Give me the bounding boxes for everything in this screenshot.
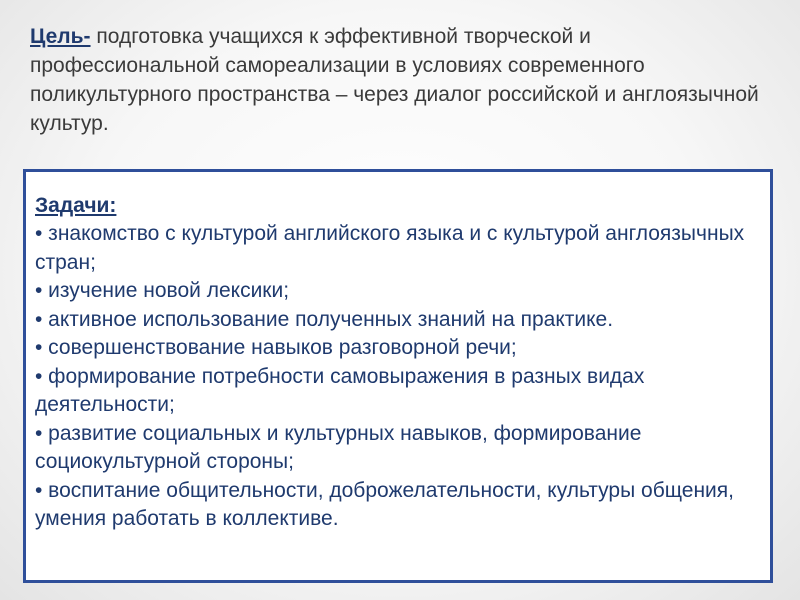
task-item: • совершенствование навыков разговорной речи;	[35, 336, 517, 359]
task-item: • воспитание общительности, доброжелательности, культуры общения, умения работать в коллективе.	[35, 478, 734, 530]
tasks-list	[35, 220, 760, 534]
goal-label: Цель-	[30, 25, 91, 48]
tasks-label: Задачи:	[35, 194, 117, 217]
task-item: • знакомство с культурой английского языка и с культурой англоязычных стран;	[35, 222, 745, 274]
task-item: • развитие социальных и культурных навыков, формирование социокультурной стороны;	[35, 421, 642, 473]
task-item: • формирование потребности самовыражения в разных видах деятельности;	[35, 364, 645, 416]
goal-text: подготовка учащихся к эффективной творческой и профессиональной самореализации в условиях современного поликультурного пространства – через диалог российской и англоязычной культур.	[30, 25, 759, 135]
task-item: • активное использование полученных знаний на практике.	[35, 307, 614, 331]
goal-paragraph	[30, 22, 770, 138]
tasks-box	[23, 169, 773, 583]
task-item: • изучение новой лексики;	[35, 279, 290, 302]
